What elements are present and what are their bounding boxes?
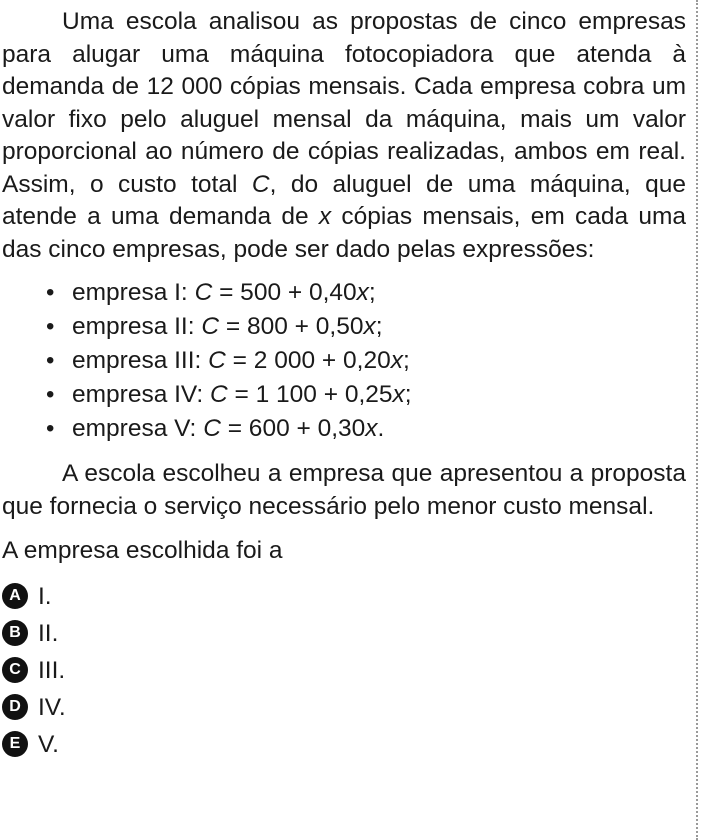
intro-text-2: , do aluguel de uma máquina, que atende a uma demanda de (2, 170, 686, 230)
company-item-3 (2, 344, 686, 378)
company-end: ; (404, 381, 412, 408)
option-letter-icon[interactable]: B (2, 620, 28, 646)
option-d[interactable] (2, 689, 686, 726)
option-text[interactable]: II. (38, 619, 59, 647)
company-item-4 (2, 378, 686, 412)
option-letter-icon[interactable]: C (2, 657, 28, 683)
option-letter-icon[interactable]: D (2, 694, 28, 720)
company-var-x: x (390, 347, 403, 374)
company-expr: = 800 + 0,50 (219, 313, 364, 340)
company-var-c: C (194, 279, 213, 306)
company-label: empresa V: (72, 415, 204, 442)
option-letter-icon[interactable]: A (2, 583, 28, 609)
company-end: ; (368, 279, 376, 306)
bullet-icon: • (46, 347, 55, 374)
answer-options (2, 578, 686, 763)
option-a[interactable] (2, 578, 686, 615)
company-expr: = 500 + 0,40 (212, 279, 357, 306)
company-label: empresa I: (72, 279, 195, 306)
company-var-c: C (201, 313, 220, 340)
company-list (2, 276, 686, 446)
intro-paragraph (2, 6, 686, 266)
right-divider (696, 0, 698, 840)
company-expr: = 2 000 + 0,20 (225, 347, 391, 374)
intro-var-x: x (318, 203, 332, 230)
bullet-icon: • (46, 313, 55, 340)
company-item-5 (2, 412, 686, 446)
company-var-x: x (392, 381, 405, 408)
question-block (2, 6, 686, 763)
company-expr: = 600 + 0,30 (220, 415, 366, 442)
company-var-x: x (363, 313, 376, 340)
company-var-x: x (356, 279, 369, 306)
option-text[interactable]: III. (38, 656, 66, 684)
company-end: ; (375, 313, 383, 340)
company-label: empresa II: (72, 313, 202, 340)
company-var-c: C (208, 347, 226, 374)
option-text[interactable]: I. (38, 582, 52, 610)
company-end: ; (402, 347, 410, 374)
option-text[interactable]: V. (38, 730, 59, 758)
company-item-2 (2, 310, 686, 344)
company-label: empresa IV: (72, 381, 210, 408)
company-var-c: C (203, 415, 221, 442)
bullet-icon: • (46, 279, 55, 306)
question-stem: A empresa escolhida foi a (2, 537, 283, 564)
option-text[interactable]: IV. (38, 693, 66, 721)
option-letter-icon[interactable]: E (2, 731, 28, 757)
company-var-c: C (209, 381, 228, 408)
bullet-icon: • (46, 415, 55, 442)
company-expr: = 1 100 + 0,25 (227, 381, 393, 408)
company-end: . (377, 415, 385, 442)
option-c[interactable] (2, 652, 686, 689)
intro-text-3: cópias mensais, em cada uma das cinco empresas, pode ser dado pelas expressões: (2, 203, 687, 263)
option-b[interactable] (2, 615, 686, 652)
bullet-icon: • (46, 381, 55, 408)
option-e[interactable] (2, 726, 686, 763)
company-item-1 (2, 276, 686, 310)
conclusion-paragraph: A escola escolheu a empresa que apresentou a proposta que fornecia o serviço necessário pelo menor custo mensal. (2, 460, 686, 520)
company-var-x: x (365, 415, 378, 442)
intro-var-c: C (251, 170, 270, 198)
intro-text-1: Uma escola analisou as propostas de cinco empresas para alugar uma máquina fotocopiadora que atenda à demanda de 12 000 cópias mensais. Cada empresa cobra um valor fixo pelo aluguel mensal da máquina, mais um valor proporcional ao número de cópias realizadas, ambos em real. Assim, o custo total (2, 8, 686, 198)
company-label: empresa III: (72, 347, 209, 374)
